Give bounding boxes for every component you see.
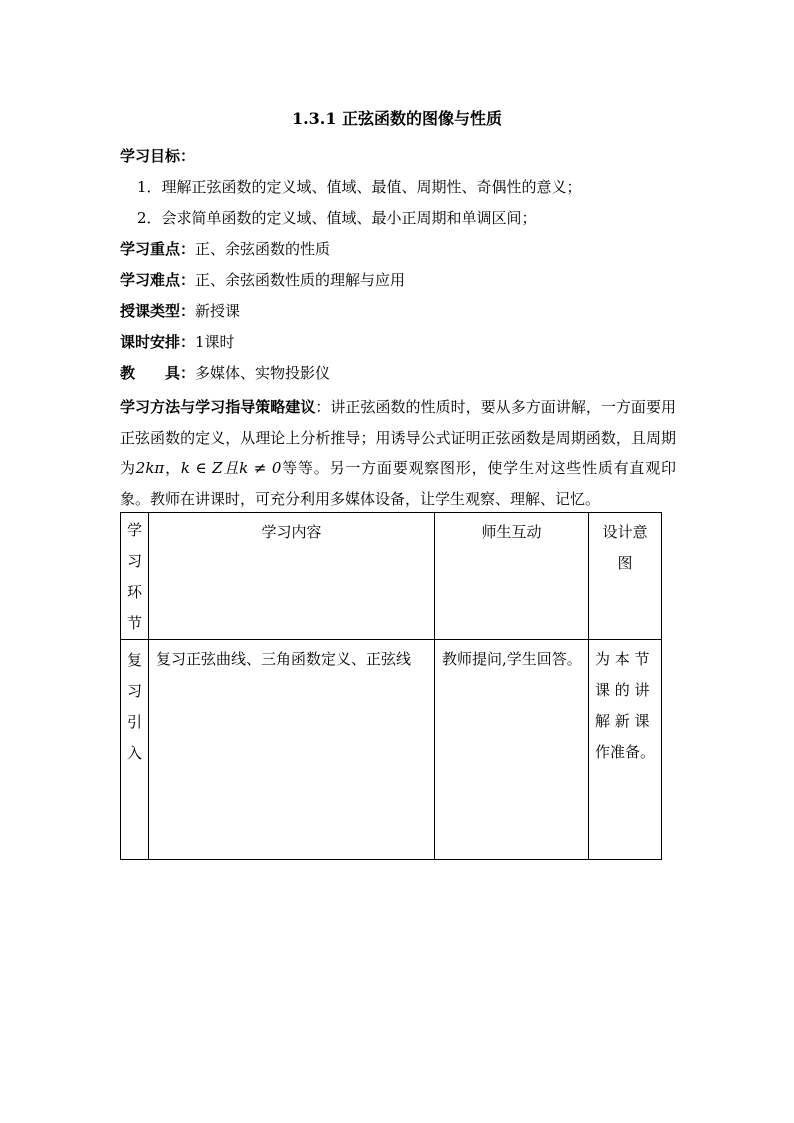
- header-content: 学习内容: [149, 513, 435, 640]
- schedule-line: [120, 331, 235, 352]
- header-stage-char: 学: [126, 521, 142, 539]
- method-text-2: 等等。另一方面要观察图形，使学生对这些性质有直观印象。教师在讲课时，可充分利用多媒体设备，让学生观察、理解、记忆。: [120, 459, 676, 508]
- header-interaction: 师生互动: [435, 513, 589, 640]
- row-stage-char: 习: [126, 682, 142, 700]
- tools-label: 教 具：: [120, 364, 196, 382]
- key-points-value: 正、余弦函数的性质: [195, 240, 331, 258]
- method-separator: ，: [164, 459, 181, 477]
- row-design-line: 课 的 讲: [595, 681, 650, 699]
- row-design-line: 作准备。: [595, 743, 656, 761]
- lesson-table: [120, 512, 662, 860]
- method-formula-period: 2kπ: [135, 459, 165, 477]
- difficulties-line: [120, 269, 405, 290]
- header-design: [589, 513, 662, 640]
- method-formula-condition: k ∈ Z且k ≠ 0: [180, 459, 282, 477]
- difficulties-value: 正、余弦函数性质的理解与应用: [195, 271, 406, 289]
- header-stage-char: 环: [126, 583, 142, 601]
- row-stage: [121, 640, 149, 860]
- objective-item-1: 1．理解正弦函数的定义域、值域、最值、周期性、奇偶性的意义；: [137, 178, 582, 196]
- header-design-line: 图: [617, 554, 633, 572]
- lesson-type-label: 授课类型：: [120, 302, 196, 320]
- table-row: [121, 640, 662, 860]
- tools-line: [120, 362, 330, 383]
- header-stage-char: 节: [126, 614, 142, 632]
- row-stage-char: 复: [126, 651, 142, 669]
- difficulties-label: 学习难点：: [120, 271, 196, 289]
- method-text-1: ：讲正弦函数的性质时，要从多方面讲解，一方面要用正弦函数的定义，从理论上分析推导；用诱导公式证明正弦函数是周期函数，且周期为: [120, 398, 676, 477]
- row-stage-char: 引: [126, 713, 142, 731]
- row-design: [589, 640, 662, 860]
- method-paragraph: [120, 392, 676, 514]
- row-interaction: 教师提问,学生回答。: [435, 640, 589, 860]
- row-content: 复习正弦曲线、三角函数定义、正弦线: [149, 640, 435, 860]
- page-title: 1.3.1 正弦函数的图像与性质: [291, 109, 503, 128]
- row-design-line: 为 本 节: [595, 650, 650, 668]
- row-stage-char: 入: [126, 744, 142, 762]
- tools-value: 多媒体、实物投影仪: [195, 364, 331, 382]
- key-points-line: [120, 238, 330, 259]
- key-points-label: 学习重点：: [120, 240, 196, 258]
- header-stage-char: 习: [126, 552, 142, 570]
- header-stage: [121, 513, 149, 640]
- objective-item-2: 2．会求简单函数的定义域、值域、最小正周期和单调区间；: [137, 209, 537, 227]
- lesson-type-value: 新授课: [195, 302, 241, 320]
- schedule-value: 1课时: [195, 333, 235, 351]
- objectives-label: 学习目标：: [120, 147, 196, 165]
- header-design-line: 设计意: [602, 523, 648, 541]
- method-label: 学习方法与学习指导策略建议: [120, 398, 316, 416]
- row-design-line: 解 新 课: [595, 712, 650, 730]
- table-header-row: [121, 513, 662, 640]
- schedule-label: 课时安排：: [120, 333, 196, 351]
- lesson-type-line: [120, 300, 240, 321]
